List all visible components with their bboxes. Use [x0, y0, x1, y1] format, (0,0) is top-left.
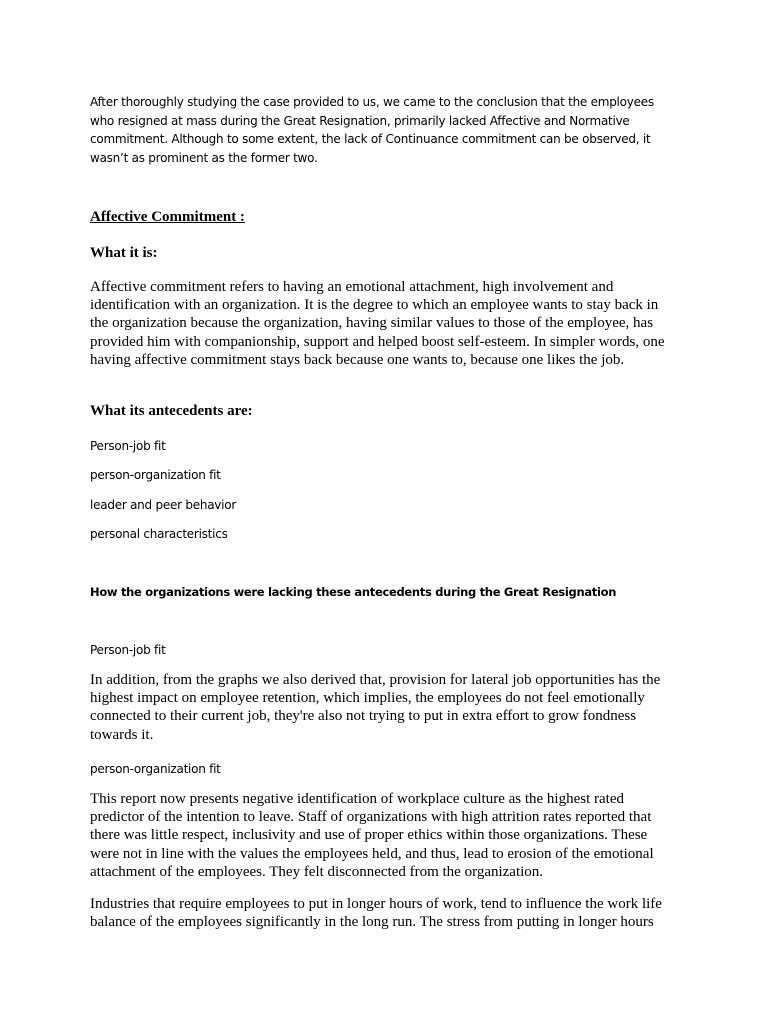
- what-it-is-heading: What it is:: [90, 245, 158, 261]
- person-job-fit-paragraph: In addition, from the graphs we also derived that, provision for lateral job opportunities has the highest impact on employee retention, which implies, the employees do not feel emotionally connected to their current job, they're also not trying to put in extra effort to grow fondness towards it.: [90, 672, 661, 743]
- lacking-heading: How the organizations were lacking these antecedents during the Great Resignation: [90, 585, 617, 599]
- intro-paragraph: After thoroughly studying the case provided to us, we came to the conclusion that the employees who resigned at mass during the Great Resignation, primarily lacked Affective and Normative commitment. Although to some extent, the lack of Continuance commitment can be observed, it wasn’t as prominent as the former two.: [90, 95, 654, 165]
- antecedent-item: personal characteristics: [90, 527, 228, 541]
- person-org-fit-paragraph: This report now presents negative identification of workplace culture as the highest rated predictor of the intention to leave. Staff of organizations with high attrition rates reported that there was little respect, inclusivity and use of proper ethics within those organizations. These were not in line with the values the employees held, and thus, lead to erosion of the emotional attachment of the employees. They felt disconnected from the organization.: [90, 791, 654, 880]
- section-title: Affective Commitment :: [90, 209, 245, 225]
- antecedent-item: Person-job fit: [90, 439, 166, 453]
- antecedents-heading: What its antecedents are:: [90, 403, 253, 419]
- person-job-fit-label: Person-job fit: [90, 643, 166, 657]
- antecedent-item: leader and peer behavior: [90, 498, 237, 512]
- antecedent-item: person-organization fit: [90, 468, 221, 482]
- what-it-is-paragraph: Affective commitment refers to having an emotional attachment, high involvement and identification with an organization. It is the degree to which an employee wants to stay back in the organization because the organization, having similar values to those of the employee, has provided him with companionship, support and helped boost self-esteem. In simpler words, one having affective commitment stays back because one wants to, because one likes the job.: [90, 279, 665, 368]
- industries-paragraph: Industries that require employees to put in longer hours of work, tend to influence the work life balance of the employees significantly in the long run. The stress from putting in longer hours: [90, 896, 662, 931]
- person-org-fit-label: person-organization fit: [90, 762, 221, 776]
